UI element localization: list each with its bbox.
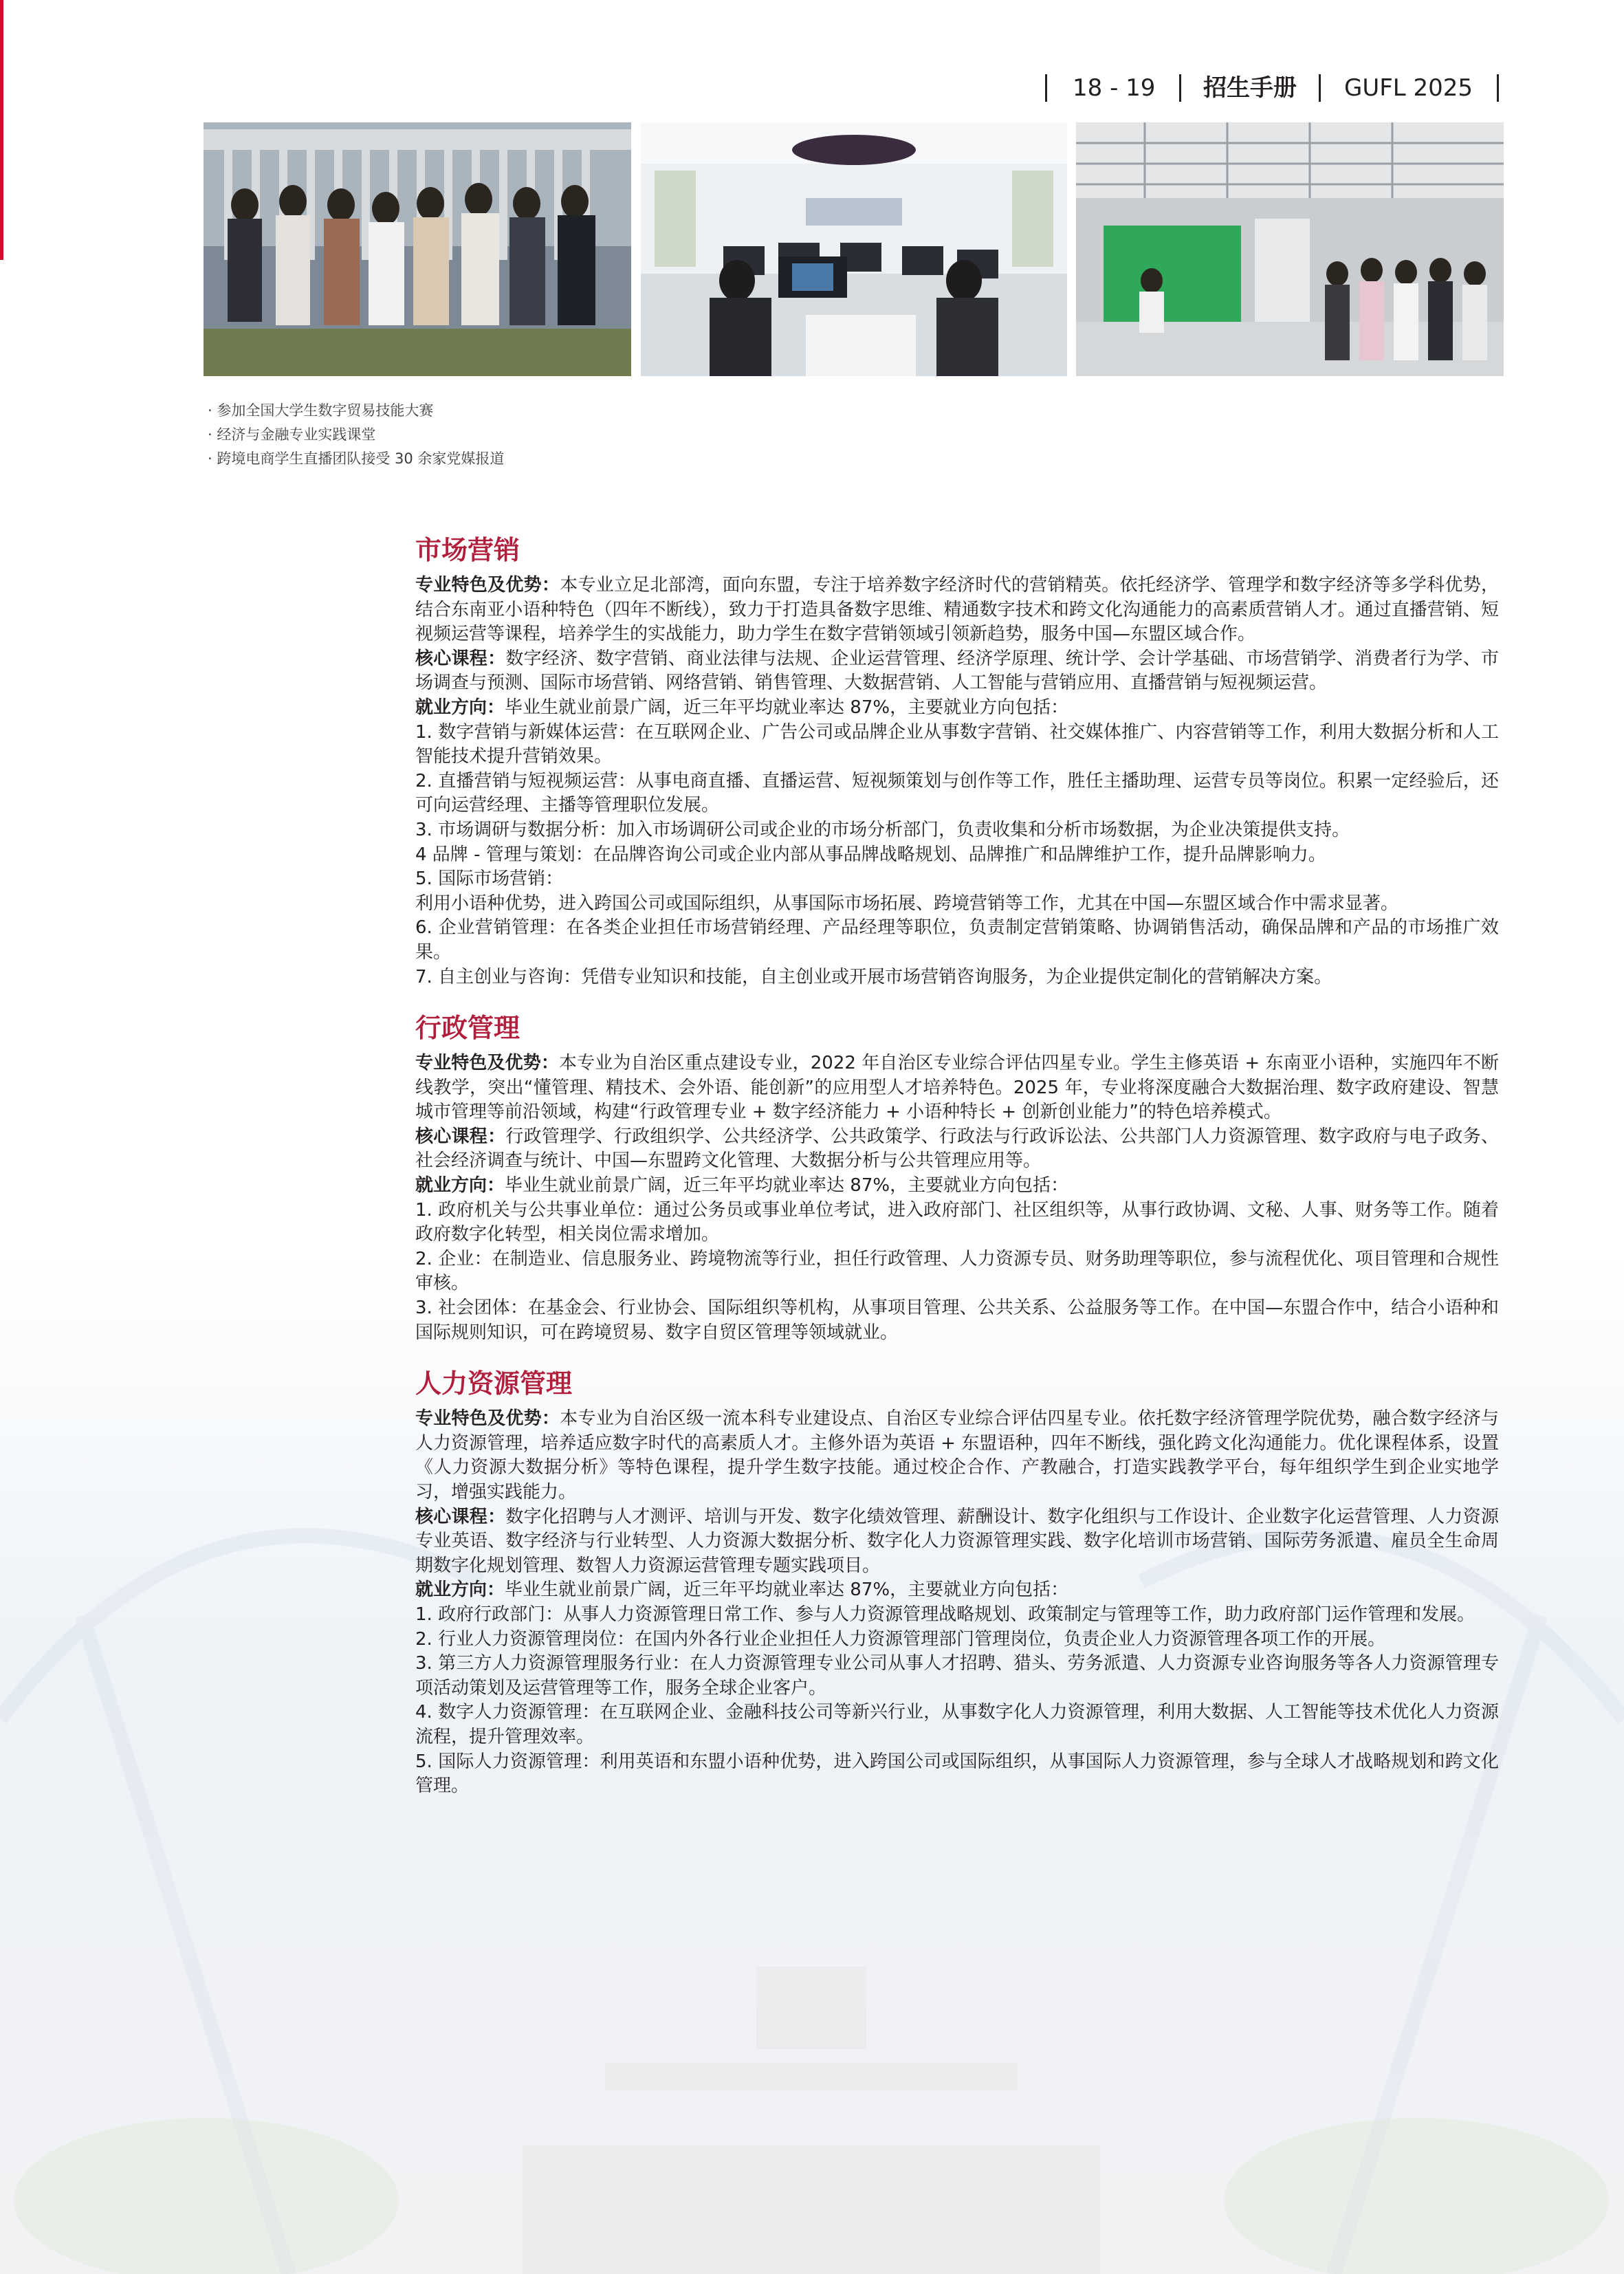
career-paragraph <box>415 1174 1499 1199</box>
accent-bar <box>0 0 3 260</box>
courses-paragraph <box>415 1125 1499 1174</box>
career-item: 5. 国际人力资源管理：利用英语和东盟小语种优势，进入跨国公司或国际组织，从事国际人力资源管理，参与全球人才战略规划和跨文化管理。 <box>415 1751 1499 1797</box>
career-item: 2. 企业：在制造业、信息服务业、跨境物流等行业，担任行政管理、人力资源专员、财务助理等职位，参与流程优化、项目管理和合规性审核。 <box>415 1248 1499 1294</box>
courses-paragraph <box>415 1505 1499 1579</box>
photo-caption: · 跨境电商学生直播团队接受 30 余家党媒报道 <box>208 450 505 467</box>
section-title: 人力资源管理 <box>415 1368 573 1399</box>
career-item: 1. 政府行政部门：从事人力资源管理日常工作、参与人力资源管理战略规划、政策制定与管理等工作，助力政府部门运作管理和发展。 <box>415 1604 1475 1625</box>
career-label: 就业方向： <box>415 697 505 718</box>
career-item: 4 品牌 - 管理与策划：在品牌咨询公司或企业内部从事品牌战略规划、品牌推广和品牌维护工作，提升品牌影响力。 <box>415 844 1326 865</box>
career-paragraph <box>415 696 1499 721</box>
career-item: 7. 自主创业与咨询：凭借专业知识和技能，自主创业或开展市场营销咨询服务，为企业提供定制化的营销解决方案。 <box>415 966 1332 987</box>
computer-lab-photo <box>641 122 1067 376</box>
career-item: 4. 数字人力资源管理：在互联网企业、金融科技公司等新兴行业，从事数字化人力资源管理，利用大数据、人工智能等技术优化人力资源流程，提升管理效率。 <box>415 1702 1499 1747</box>
career-item: 3. 社会团体：在基金会、行业协会、国际组织等机构，从事项目管理、公共关系、公益服务等工作。在中国—东盟合作中，结合小语种和国际规则知识，可在跨境贸易、数字自贸区管理等领域就业。 <box>415 1298 1499 1343</box>
section-marketing <box>415 534 1499 990</box>
courses-text: 数字经济、数字营销、商业法律与法规、企业运营管理、经济学原理、统计学、会计学基础、市场营销学、消费者行为学、市场调查与预测、国际市场营销、网络营销、销售管理、大数据营销、人工智能与营销应用、直播营销与短视频运营。 <box>415 648 1499 694</box>
book-title: 招生手册 <box>1203 74 1297 102</box>
section-public-administration <box>415 1012 1499 1345</box>
header-divider <box>1045 74 1047 102</box>
career-paragraph <box>415 1578 1499 1603</box>
header-divider <box>1179 74 1181 102</box>
section-title: 市场营销 <box>415 535 520 565</box>
courses-text: 行政管理学、行政组织学、公共经济学、公共政策学、行政法与行政诉讼法、公共部门人力资源管理、数字政府与电子政务、社会经济调查与统计、中国—东盟跨文化管理、大数据分析与公共管理应用等。 <box>415 1126 1499 1172</box>
career-item: 3. 第三方人力资源管理服务行业：在人力资源管理专业公司从事人才招聘、猎头、劳务派遣、人力资源专业咨询服务等各人力资源管理专项活动策划及运营管理等工作，服务全球企业客户。 <box>415 1653 1499 1698</box>
features-paragraph <box>415 1407 1499 1505</box>
courses-paragraph <box>415 647 1499 696</box>
features-text: 本专业为自治区重点建设专业，2022 年自治区专业综合评估四星专业。学生主修英语 + 东南亚小语种，实施四年不断线教学，突出“懂管理、精技术、会外语、能创新”的应用型人才培养特色。2025 年，专业将深度融合大数据治理、数字政府建设、智慧城市管理等前沿领域，构建“行政管理专业 + 数字经济能力 + 小语种特长 + 创新创业能力”的特色培养模式。 <box>415 1053 1499 1123</box>
career-text: 毕业生就业前景广阔，近三年平均就业率达 87%，主要就业方向包括： <box>505 697 1069 718</box>
career-item: 2. 直播营销与短视频运营：从事电商直播、直播运营、短视频策划与创作等工作，胜任主播助理、运营专员等岗位。积累一定经验后，还可向运营经理、主播等管理职位发展。 <box>415 770 1499 816</box>
photo-captions <box>208 399 504 471</box>
page-header <box>1031 72 1513 105</box>
features-paragraph <box>415 1051 1499 1125</box>
courses-label: 核心课程： <box>415 1126 506 1147</box>
career-item: 6. 企业营销管理：在各类企业担任市场营销经理、产品经理等职位，负责制定营销策略、协调销售活动，确保品牌和产品的市场推广效果。 <box>415 917 1499 963</box>
features-label: 专业特色及优势： <box>415 575 560 595</box>
courses-text: 数字化招聘与人才测评、培训与开发、数字化绩效管理、薪酬设计、数字化组织与工作设计、企业数字化运营管理、人力资源专业英语、数字经济与行业转型、人力资源大数据分析、数字化人力资源管理实践、数字化培训市场营销、国际劳务派遣、雇员全生命周期数字化规划管理、数智人力资源运营管理专题实践项目。 <box>415 1506 1499 1576</box>
career-item: 1. 政府机关与公共事业单位：通过公务员或事业单位考试，进入政府部门、社区组织等，从事行政协调、文秘、人事、财务等工作。随着政府数字化转型，相关岗位需求增加。 <box>415 1199 1499 1245</box>
header-divider <box>1319 74 1321 102</box>
features-paragraph <box>415 573 1499 647</box>
courses-label: 核心课程： <box>415 648 506 669</box>
main-content <box>415 534 1499 1821</box>
page-numbers: 18 - 19 <box>1073 74 1156 102</box>
career-item: 3. 市场调研与数据分析：加入市场调研公司或企业的市场分析部门，负责收集和分析市场数据，为企业决策提供支持。 <box>415 819 1350 840</box>
career-label: 就业方向： <box>415 1579 505 1601</box>
features-label: 专业特色及优势： <box>415 1408 560 1430</box>
livestream-studio-photo <box>1076 122 1504 376</box>
photo-caption: · 经济与金融专业实践课堂 <box>208 426 376 443</box>
brand-label: GUFL 2025 <box>1344 74 1473 102</box>
courses-label: 核心课程： <box>415 1506 506 1527</box>
career-text: 毕业生就业前景广阔，近三年平均就业率达 87%，主要就业方向包括： <box>505 1579 1069 1601</box>
section-title: 行政管理 <box>415 1013 520 1044</box>
features-text: 本专业为自治区级一流本科专业建设点、自治区专业综合评估四星专业。依托数字经济管理学院优势，融合数字经济与人力资源管理，培养适应数字时代的高素质人才。主修外语为英语 + 东盟语种，四年不断线，强化跨文化沟通能力。优化课程体系，设置《人力资源大数据分析》等特色课程，提升学生数字技能。通过校企合作、产教融合，打造实践教学平台，每年组织学生到企业实地学习，增强实践能力。 <box>415 1408 1499 1502</box>
career-item: 1. 数字营销与新媒体运营：在互联网企业、广告公司或品牌企业从事数字营销、社交媒体推广、内容营销等工作，利用大数据分析和人工智能技术提升营销效果。 <box>415 721 1499 767</box>
header-divider <box>1497 74 1499 102</box>
features-text: 本专业立足北部湾，面向东盟，专注于培养数字经济时代的营销精英。依托经济学、管理学和数字经济等多学科优势，结合东南亚小语种特色（四年不断线），致力于打造具备数字思维、精通数字技术和跨文化沟通能力的高素质营销人才。通过直播营销、短视频运营等课程，培养学生的实战能力，助力学生在数字营销领域引领新趋势，服务中国—东盟区域合作。 <box>415 575 1499 645</box>
photo-caption: · 参加全国大学生数字贸易技能大赛 <box>208 402 434 419</box>
career-label: 就业方向： <box>415 1175 505 1196</box>
section-human-resources <box>415 1367 1499 1799</box>
features-label: 专业特色及优势： <box>415 1053 559 1074</box>
career-item: 5. 国际市场营销： <box>415 868 564 890</box>
career-item: 利用小语种优势，进入跨国公司或国际组织，从事国际市场拓展、跨境营销等工作，尤其在中国—东盟区域合作中需求显著。 <box>415 893 1399 914</box>
career-item: 2. 行业人力资源管理岗位：在国内外各行业企业担任人力资源管理部门管理岗位，负责企业人力资源管理各项工作的开展。 <box>415 1628 1386 1650</box>
career-text: 毕业生就业前景广阔，近三年平均就业率达 87%，主要就业方向包括： <box>505 1175 1069 1196</box>
student-group-photo <box>204 122 631 376</box>
